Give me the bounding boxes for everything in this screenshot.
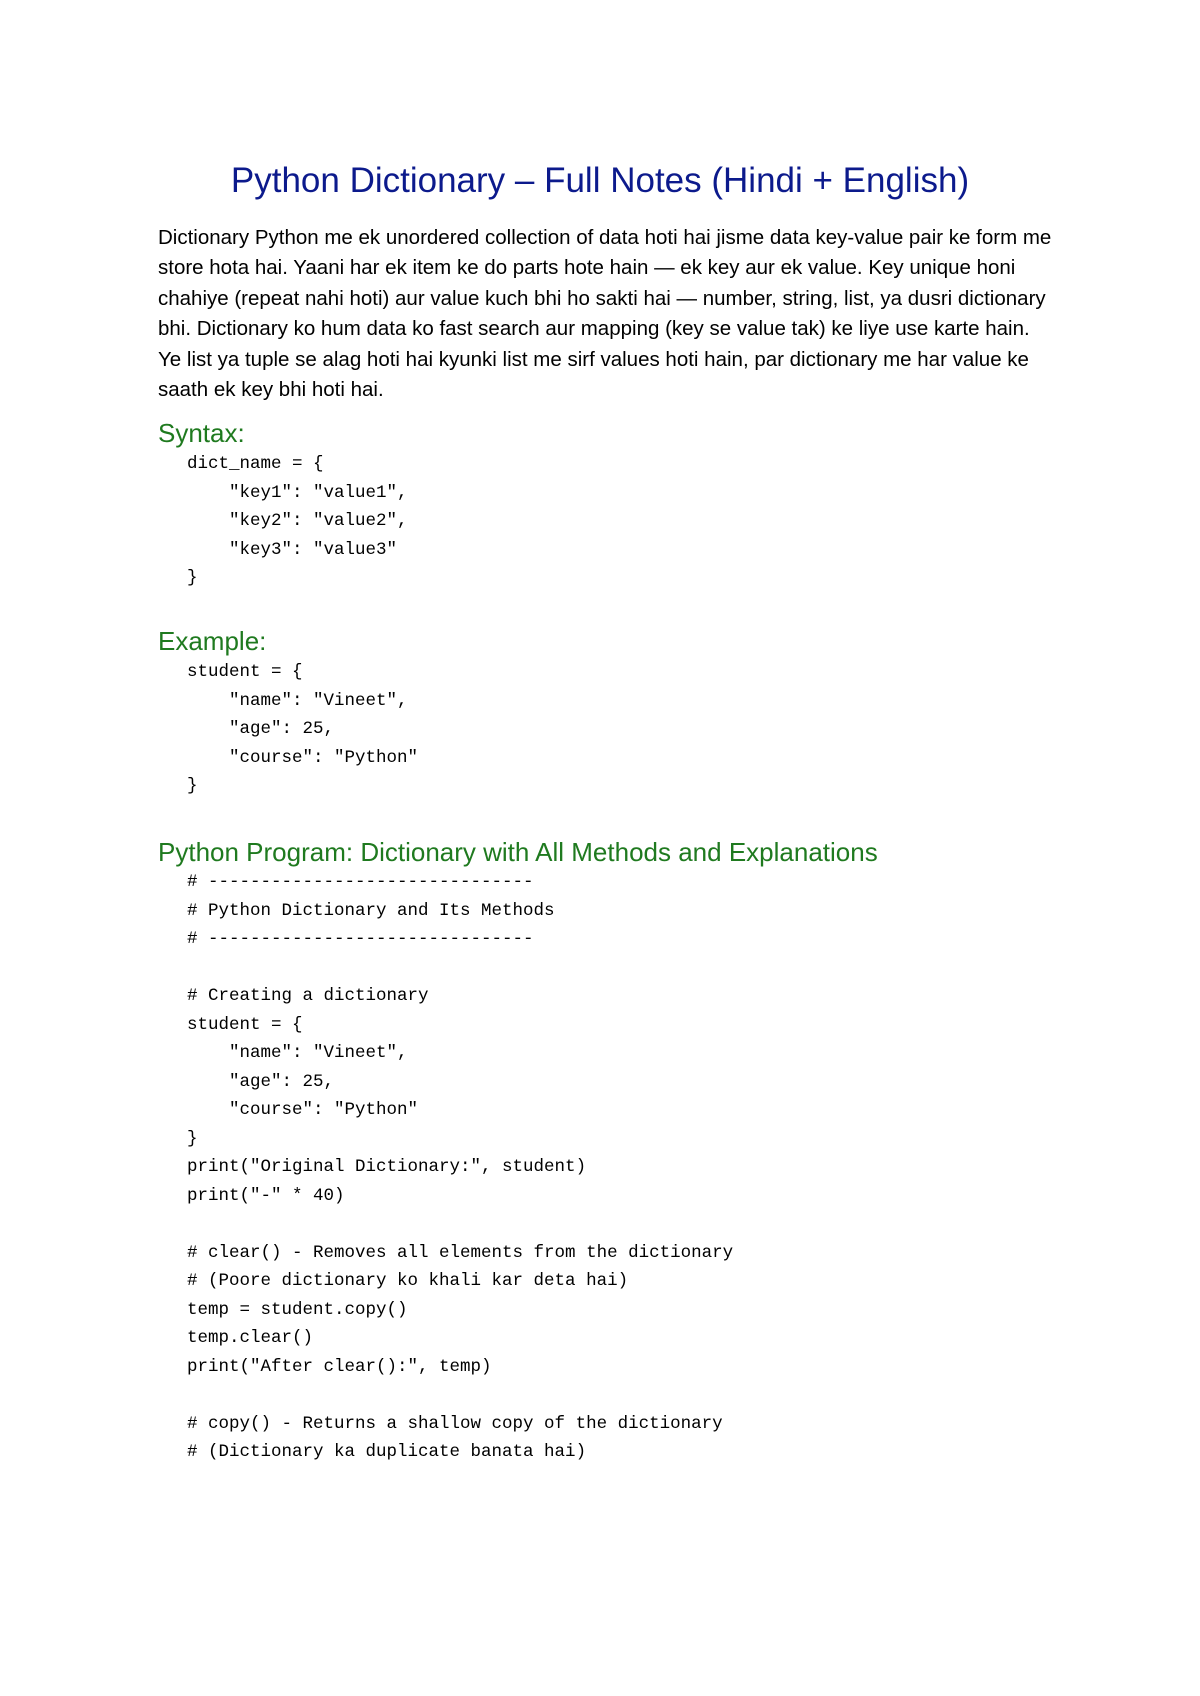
code-line: # clear() - Removes all elements from the dictionary xyxy=(187,1242,734,1263)
code-line: # ------------------------------- xyxy=(187,929,534,949)
code-line: "key2": "value2", xyxy=(187,511,408,531)
code-line: print("-" * 40) xyxy=(187,1185,345,1206)
code-line: "key3": "value3" xyxy=(187,539,398,560)
code-line: } xyxy=(187,1128,198,1149)
code-line: dict_name = { xyxy=(187,454,324,474)
intro-paragraph: Dictionary Python me ek unordered collection of data hoti hai jisme data key-value pair ke form me store hota hai. Yaani har ek item ke do parts hote hain — ek key aur ek value. Key unique honi chahiye (repeat nahi hoti) aur value kuch bhi ho sakti hai — number, string, list, ya dusri dictionary bhi. Dictionary ko hum data ko fast search aur mapping (key se value tak) ke liye use karte hain. Ye list ya tuple se alag hoti hai kyunki list me sirf values hoti hain, par dictionary me har value ke saath ek key bhi hoti hai. xyxy=(158,226,1052,402)
code-line: "course": "Python" xyxy=(187,1100,419,1120)
code-line: print("After clear():", temp) xyxy=(187,1356,492,1377)
code-line xyxy=(187,1210,733,1239)
code-line: } xyxy=(187,568,198,588)
code-line: # Creating a dictionary xyxy=(187,986,429,1006)
code-line: # (Poore dictionary ko khali kar deta hai) xyxy=(187,1271,629,1291)
code-line: # Python Dictionary and Its Methods xyxy=(187,900,555,921)
page-title: Python Dictionary – Full Notes (Hindi + English) xyxy=(230,161,970,200)
code-line: # copy() - Returns a shallow copy of the dictionary xyxy=(187,1413,723,1434)
code-line xyxy=(187,954,733,983)
syntax-code-block xyxy=(187,450,408,593)
code-line: "age": 25, xyxy=(187,719,335,739)
syntax-heading: Syntax: xyxy=(158,418,245,448)
code-line xyxy=(187,1381,733,1410)
code-line: "name": "Vineet", xyxy=(187,1043,408,1063)
program-code-block xyxy=(187,868,733,1467)
code-line: } xyxy=(187,776,198,796)
code-line: student = { xyxy=(187,1014,303,1035)
code-line: temp = student.copy() xyxy=(187,1299,408,1320)
program-heading: Python Program: Dictionary with All Methods and Explanations xyxy=(158,837,878,867)
example-heading: Example: xyxy=(158,626,267,656)
code-line: student = { xyxy=(187,662,303,682)
code-line: temp.clear() xyxy=(187,1328,314,1348)
code-line: "key1": "value1", xyxy=(187,482,408,503)
code-line: "name": "Vineet", xyxy=(187,690,408,711)
code-line: "course": "Python" xyxy=(187,747,419,768)
code-line: # ------------------------------- xyxy=(187,872,534,892)
code-line: # (Dictionary ka duplicate banata hai) xyxy=(187,1442,587,1462)
example-code-block xyxy=(187,658,418,801)
code-line: "age": 25, xyxy=(187,1071,335,1092)
code-line: print("Original Dictionary:", student) xyxy=(187,1157,587,1177)
